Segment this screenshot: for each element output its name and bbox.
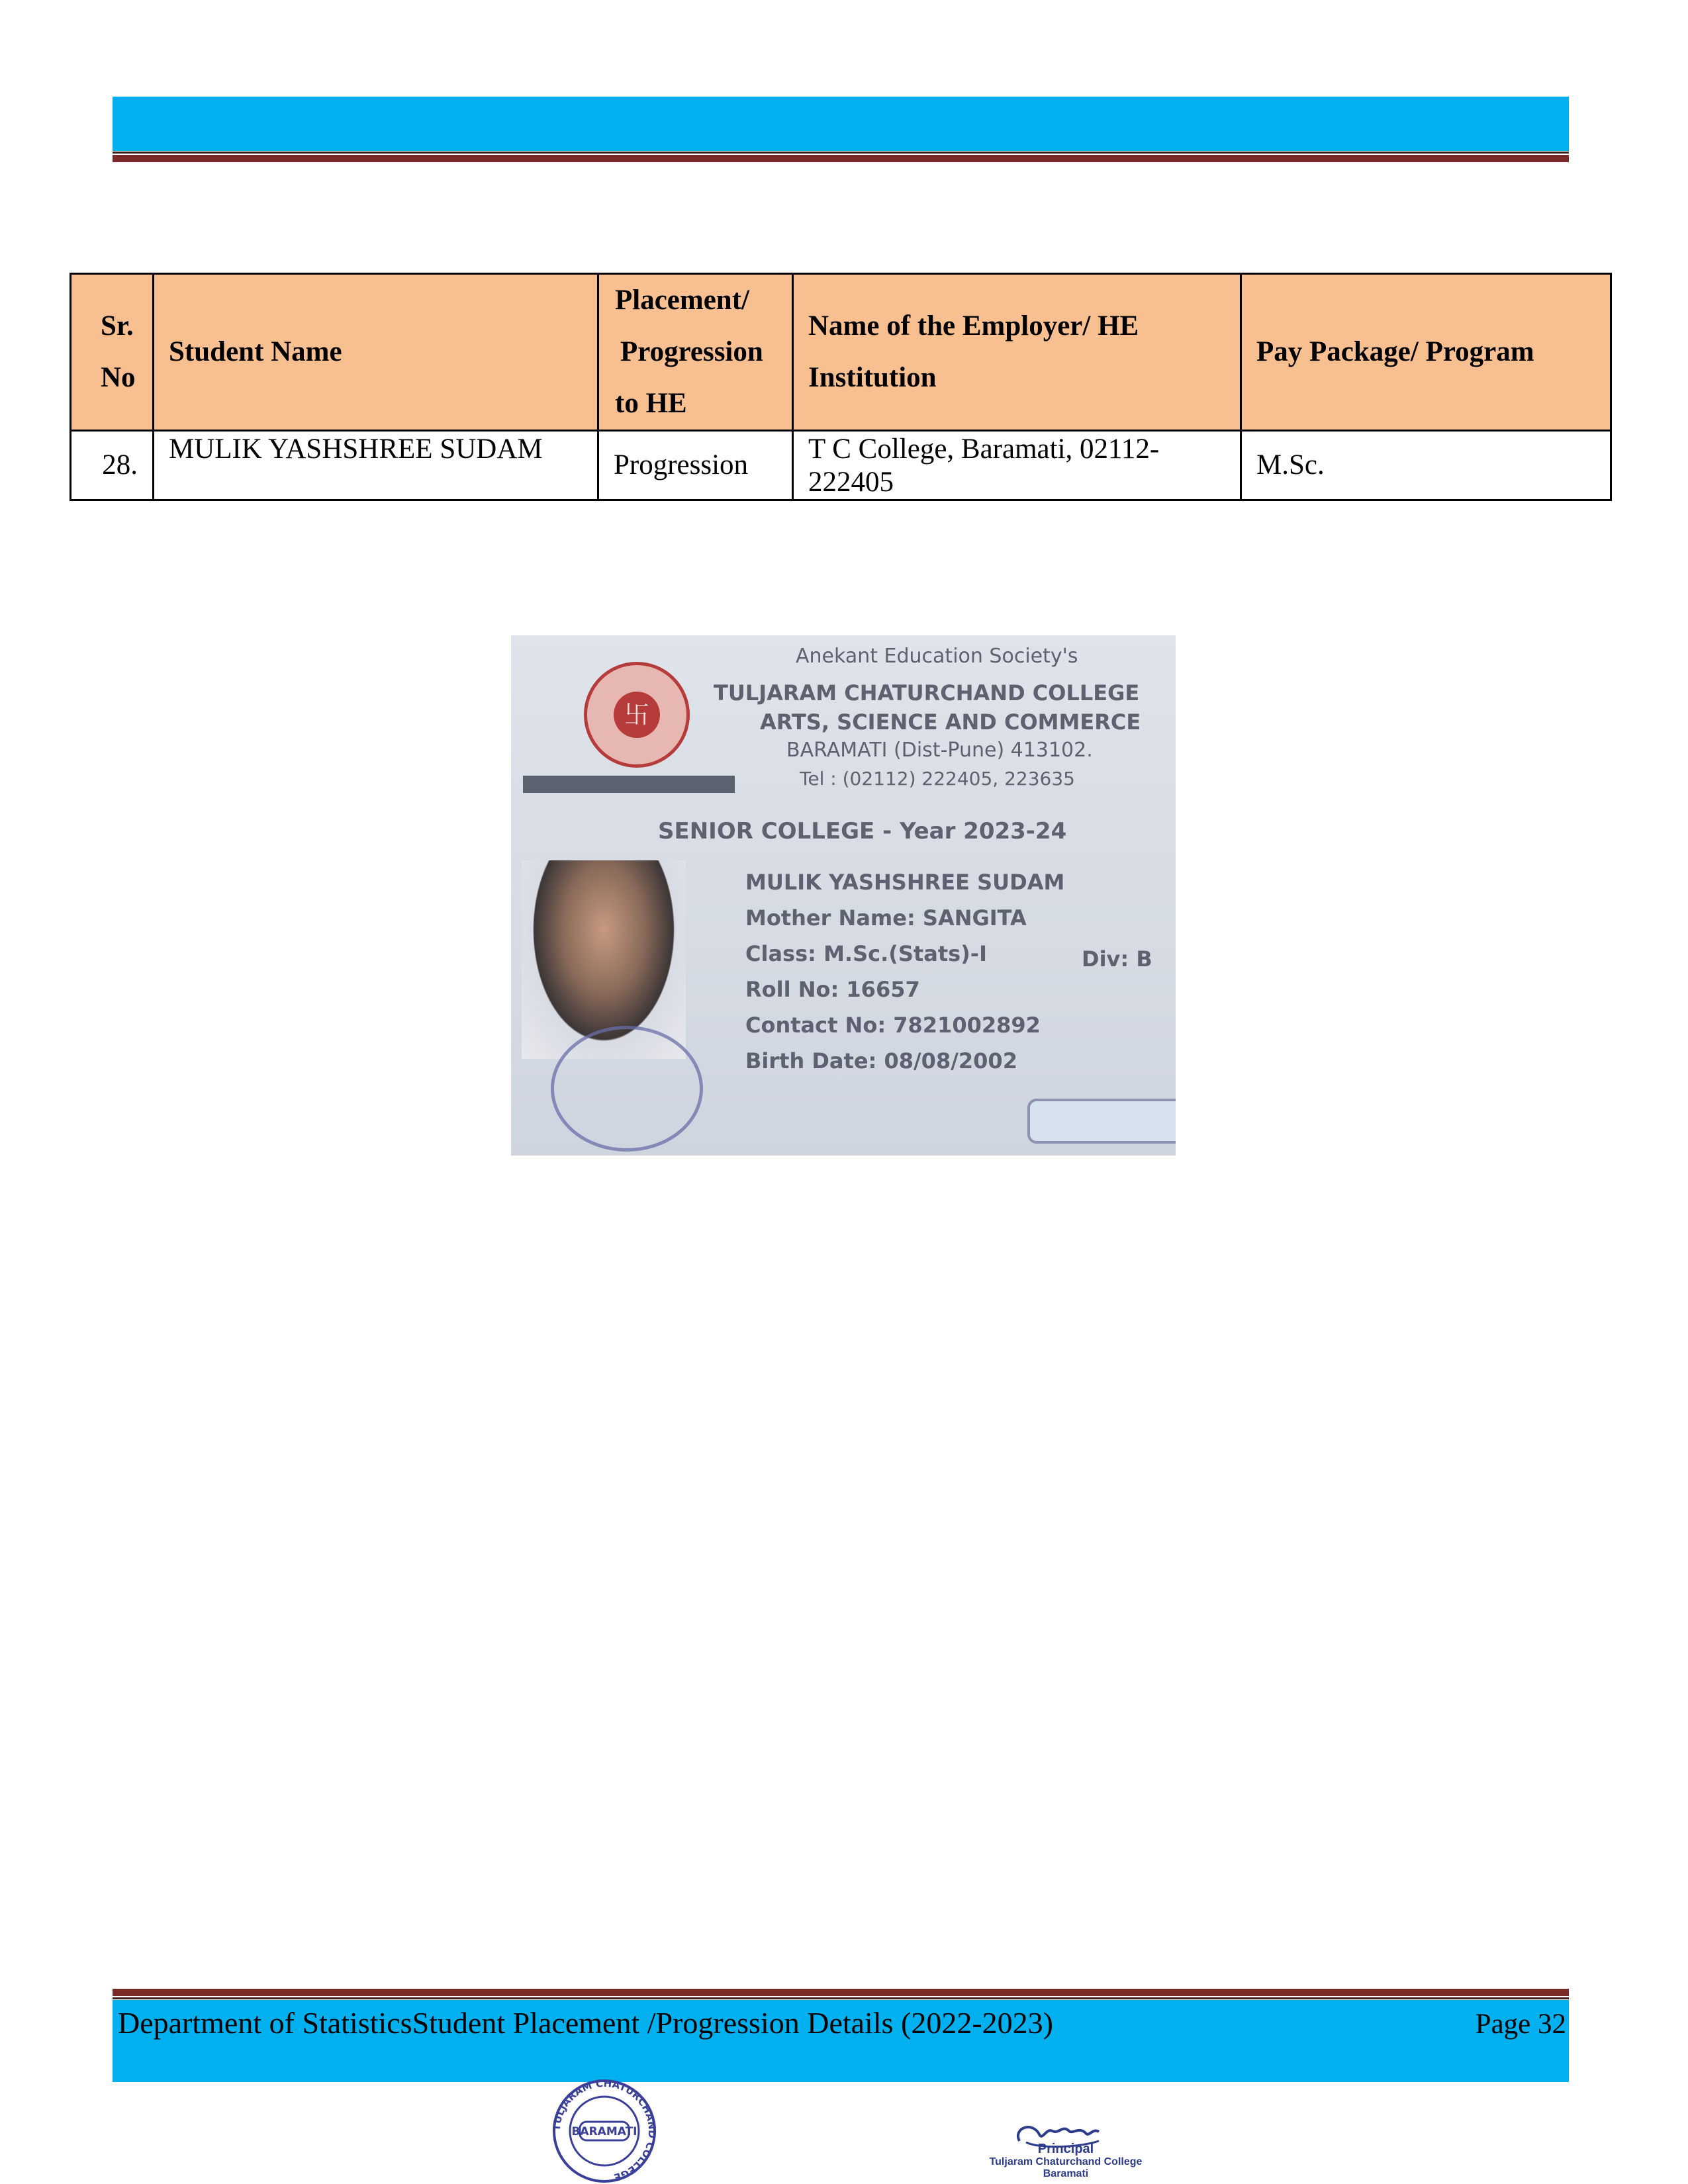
footer-page-number: Page 32 [1475,2009,1566,2040]
signature-title: Principal [1037,2142,1094,2156]
id-address: BARAMATI (Dist-Pune) 413102. [786,739,1093,762]
id-class: Class: M.Sc.(Stats)-I [745,941,987,966]
cell-student-name: MULIK YASHSHREE SUDAM [154,431,598,500]
header-student-name: Student Name [154,274,598,431]
id-name: MULIK YASHSHREE SUDAM [745,870,1065,895]
header-sr-line2: No [101,362,136,393]
header-employer-line1: Name of the Employer/ HE [808,310,1139,341]
student-id-card-photo [511,635,1176,1156]
cell-pay-package: M.Sc. [1241,431,1611,500]
logo-ribbon [523,776,735,793]
logo-emblem: 卐 [614,692,660,738]
footer-rule-thick [113,1989,1569,1996]
table-row [71,431,1611,500]
header-sr-no [71,274,154,431]
id-roll: Roll No: 16657 [745,977,920,1002]
id-college: TULJARAM CHATURCHAND COLLEGE [714,680,1140,705]
college-logo-icon [584,662,690,768]
id-stamp-mark [551,1026,703,1152]
college-seal-stamp [541,2078,667,2184]
header-rule-thin [113,152,1569,154]
id-div: Div: B [1082,946,1152,972]
id-contact: Contact No: 7821002892 [745,1013,1041,1038]
header-pay-package: Pay Package/ Program [1241,274,1611,431]
id-mother: Mother Name: SANGITA [745,905,1027,931]
cell-placement: Progression [598,431,793,500]
header-rule-thick [113,155,1569,162]
seal-ring-text: TULJARAM CHATURCHAND COLLEGE [550,2078,659,2184]
header-employer-line2: Institution [808,362,937,393]
table-header-row [71,274,1611,431]
id-society: Anekant Education Society's [796,645,1078,668]
header-employer [793,274,1241,431]
id-tel: Tel : (02112) 222405, 223635 [800,768,1075,790]
header-placement-line3: to HE [615,388,687,419]
cell-sr-no: 28. [71,431,154,500]
header-placement-line1: Placement/ [615,285,749,316]
header-band [113,97,1569,151]
placement-table [70,273,1612,501]
id-birth: Birth Date: 08/08/2002 [745,1048,1017,1073]
seal-center-text: BARAMATI [571,2125,637,2138]
cell-employer-line2: 222405 [808,467,894,498]
signature-line1: Tuljaram Chaturchand College [989,2156,1143,2167]
header-sr-line1: Sr. [101,310,134,341]
header-placement-line2: Progression [620,336,763,367]
id-session: SENIOR COLLEGE - Year 2023-24 [658,818,1067,844]
footer-rule-thin [113,1997,1569,1999]
signature-line2: Baramati [1043,2168,1089,2179]
header-placement [598,274,793,431]
id-streams: ARTS, SCIENCE AND COMMERCE [760,709,1141,735]
id-signature-mark [1027,1099,1176,1144]
cell-employer-line1: T C College, Baramati, 02112- [808,433,1160,465]
cell-employer [793,431,1241,500]
footer-department-title: Department of StatisticsStudent Placement /Progression Details (2022-2023) [118,2006,1053,2040]
